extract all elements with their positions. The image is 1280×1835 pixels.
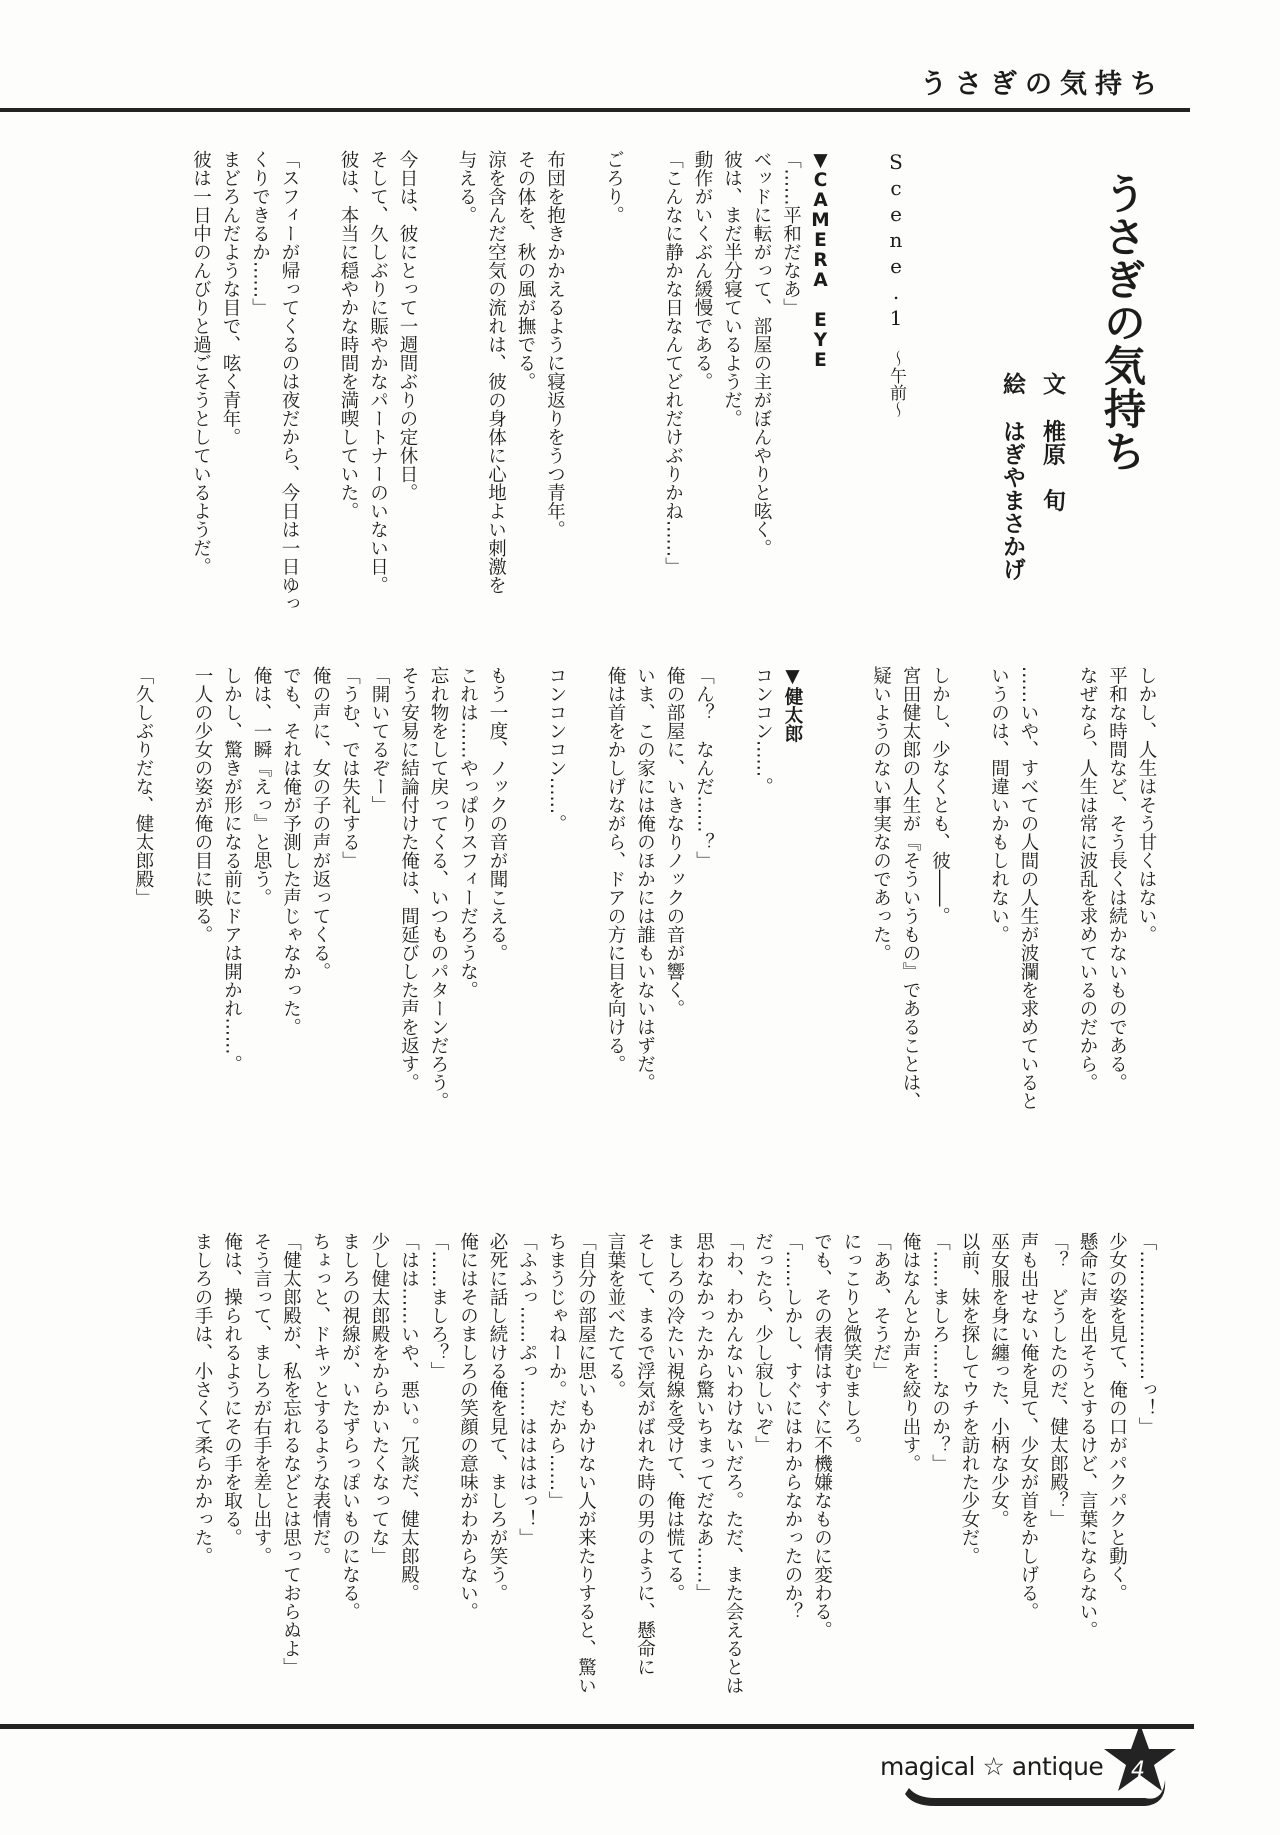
blank-line [512, 666, 542, 1110]
credit-name: はぎやまさかげ [999, 419, 1025, 581]
credit-role: 絵 [999, 372, 1025, 395]
text-line: 「ふふっ……ぷっ……ははははっ！」 [516, 1232, 538, 1547]
text-line: 平和な時間など、そう長くは続かないものである。 [1106, 666, 1128, 1092]
brand-logo-text: magical ☆ antique [880, 1752, 1104, 1781]
text-line: 声も出せない俺を見て、少女が首をかしげる。 [1018, 1232, 1039, 1621]
story-title: うさぎの気持ち [1098, 172, 1147, 473]
text-line: 俺は、操られるようにその手を取る。 [221, 1232, 243, 1547]
text-line: そう言って、ましろが右手を差し出す。 [251, 1232, 272, 1565]
text-line: ベッドに転がって、部屋の主がぼんやりと呟く。 [751, 150, 772, 557]
text-line: まどろんだような目で、呟く青年。 [220, 150, 241, 446]
text-line: そして、久しぶりに賑やかなパートナーのいない日。 [367, 150, 389, 594]
blank-line [807, 666, 837, 1110]
page-number: 4 [1131, 1758, 1145, 1783]
text-line: もう一度、ノックの音が聞こえる。 [487, 666, 508, 962]
text-line: 必死に話し続ける俺を見て、ましろが笑う。 [487, 1232, 508, 1602]
blank-line [1043, 666, 1073, 1110]
text-line: 「……しかし、すぐにはわからなかったのか？ [782, 1232, 803, 1621]
text-line: 俺にはそのましろの笑顔の意味がわからない。 [457, 1232, 479, 1621]
text-line: ましろの視線が、いたずらっぽいものになる。 [339, 1232, 361, 1621]
text-line: 宮田健太郎の人生が『そういうもの』であることは、 [900, 666, 921, 1110]
blank-line [570, 150, 600, 613]
text-line: 「自分の部屋に思いもかけない人が来たりすると、驚い [575, 1232, 597, 1695]
text-line: 「……ましろ？」 [428, 1232, 449, 1380]
text-line: 言葉を並べたてる。 [605, 1232, 626, 1399]
text-line: でも、その表情はすぐに不機嫌なものに変わる。 [811, 1232, 833, 1639]
text-line: 彼は、まだ半分寝ているようだ。 [721, 150, 743, 428]
text-line: 与える。 [456, 150, 477, 224]
text-line: 「……ましろ……なのか？」 [929, 1232, 951, 1473]
header-rule [0, 108, 1190, 112]
text-line: 「ああ、そうだ」 [870, 1232, 892, 1380]
text-line: 「はは……いや、悪い。冗談だ、健太郎殿。 [398, 1232, 420, 1602]
text-line: 彼は、本当に穏やかな時間を満喫していた。 [338, 150, 359, 520]
text-line: 俺は、一瞬『えっ』と思う。 [251, 666, 272, 907]
text-line: 一人の少女の姿が俺の目に映る。 [192, 666, 213, 944]
text-line: 俺はなんとか声を絞り出す。 [900, 1232, 921, 1473]
text-line: 疑いようのない事実なのであった。 [870, 666, 892, 962]
text-line: 「？ どうしたのだ、健太郎殿？」 [1047, 1232, 1069, 1528]
text-line: 「……平和だなあ」 [780, 150, 802, 317]
text-line: 俺の部屋に、いきなりノックの音が響く。 [664, 666, 685, 1018]
text-line: しかし、少なくとも、彼――。 [929, 666, 951, 925]
text-line: コンコン……。 [752, 666, 774, 796]
text-line: そう安易に結論付けた俺は、間延びした声を返す。 [398, 666, 420, 1092]
text-line: にっこりと微笑むましろ。 [841, 1232, 862, 1454]
blank-line [955, 666, 985, 1110]
text-line: ごろり。 [603, 150, 625, 224]
text-line: でも、それは俺が予測した声じゃなかった。 [280, 666, 302, 1036]
text-line: ……いや、すべての人間の人生が波瀾を求めていると [1018, 666, 1039, 1110]
text-line: 巫女服を身に纏った、小柄な少女。 [988, 1232, 1010, 1528]
text-line: 「…………………っ！」 [1136, 1232, 1157, 1436]
credits [992, 372, 1072, 580]
text-line: 懸命に声を出そうとするけど、言葉にならない。 [1077, 1232, 1098, 1639]
text-line: その体を、秋の風が撫でる。 [515, 150, 536, 391]
blank-line [837, 666, 867, 1110]
text-line: 以前、妹を探してウチを訪れた少女だ。 [959, 1232, 980, 1565]
text-line: だったら、少し寂しいぞ」 [752, 1232, 774, 1454]
text-line: しかし、驚きが形になる前にドアは開かれ……。 [221, 666, 243, 1073]
text-line: 少し健太郎殿をからかいたくなってな」 [369, 1232, 390, 1565]
text-line: 「健太郎殿が、私を忘れるなどとは思っておらぬよ」 [280, 1232, 302, 1676]
text-line: 「うむ、では失礼する」 [339, 666, 361, 870]
text-line: 「こんなに静かな日なんてどれだけぶりかね……」 [662, 150, 684, 576]
credit-role: 文 [1039, 372, 1065, 395]
text-section-camera-eye [186, 150, 835, 613]
blank-line [571, 666, 601, 1110]
text-section-mashiro [188, 1232, 1162, 1695]
text-line: いうのは、間違いかもしれない。 [988, 666, 1010, 944]
text-line: 彼は一日中のんびりと過ごそうとしているようだ。 [190, 150, 212, 576]
credit-author [1032, 372, 1072, 580]
section-heading: ▼CAMERA EYE [810, 150, 831, 370]
text-line: 「スフィーが帰ってくるのは夜だから、今日は一日ゆっ [279, 150, 300, 613]
scene-time: ～午前～ [886, 350, 906, 418]
text-line: 涼を含んだ空気の流れは、彼の身体に心地よい刺激を [485, 150, 507, 594]
text-line: これは……やっぱりスフィーだろうな。 [457, 666, 479, 999]
text-line: しかし、人生はそう甘くはない。 [1136, 666, 1157, 944]
text-line: 布団を抱きかかえるように寝返りをうつ青年。 [544, 150, 566, 539]
credit-illustrator [992, 372, 1032, 580]
blank-line [719, 666, 749, 1110]
blank-line [629, 150, 659, 613]
text-line: 「ん？ なんだ……？」 [693, 666, 715, 870]
text-line: ましろの手は、小さくて柔らかかった。 [192, 1232, 213, 1565]
section-heading: ▼健太郎 [782, 666, 803, 743]
text-line: 「開いてるぞー」 [369, 666, 390, 814]
text-line: ちょっと、ドキッとするような表情だ。 [310, 1232, 331, 1565]
text-line: くりできるか……」 [249, 150, 271, 317]
text-line: いま、この家には俺のほかには誰もいないはずだ。 [634, 666, 656, 1092]
text-line: 「わ、わかんないわけないだろ。ただ、また会えるとは [723, 1232, 744, 1695]
text-section-kentaro [129, 666, 1162, 1110]
text-line: ちまうじゃねーか。だから……」 [546, 1232, 567, 1510]
credit-name: 椎原 旬 [1039, 419, 1065, 512]
text-line: 俺の声に、女の子の声が返ってくる。 [310, 666, 331, 981]
blank-line [422, 150, 452, 613]
blank-line [304, 150, 334, 613]
text-line: 少女の姿を見て、俺の口がパクパクと動く。 [1106, 1232, 1128, 1602]
text-line: 動作がいくぶん緩慢である。 [692, 150, 713, 391]
text-line: 忘れ物をして戻ってくる、いつものパターンだろう。 [428, 666, 449, 1110]
running-header-title: うさぎの気持ち [920, 69, 1165, 100]
text-line: そして、まるで浮気がばれた時の男のように、懸命に [634, 1232, 656, 1676]
text-line: 今日は、彼にとって一週間ぶりの定休日。 [397, 150, 418, 502]
scene-heading [883, 150, 909, 418]
scene-label: Scene.1 [884, 150, 908, 332]
text-line: 「久しぶりだな、健太郎殿」 [133, 666, 154, 907]
text-line: 俺は首をかしげながら、ドアの方に目を向ける。 [605, 666, 626, 1073]
text-line: なぜなら、人生は常に波乱を求めているのだから。 [1077, 666, 1098, 1092]
text-line: 思わなかったから驚いちまってだなあ……」 [693, 1232, 715, 1602]
text-line: コンコンコン……。 [546, 666, 567, 833]
text-line: ましろの冷たい視線を受けて、俺は慌てる。 [664, 1232, 685, 1602]
brand-logo-mark [895, 1722, 1185, 1812]
blank-line [158, 666, 188, 1110]
